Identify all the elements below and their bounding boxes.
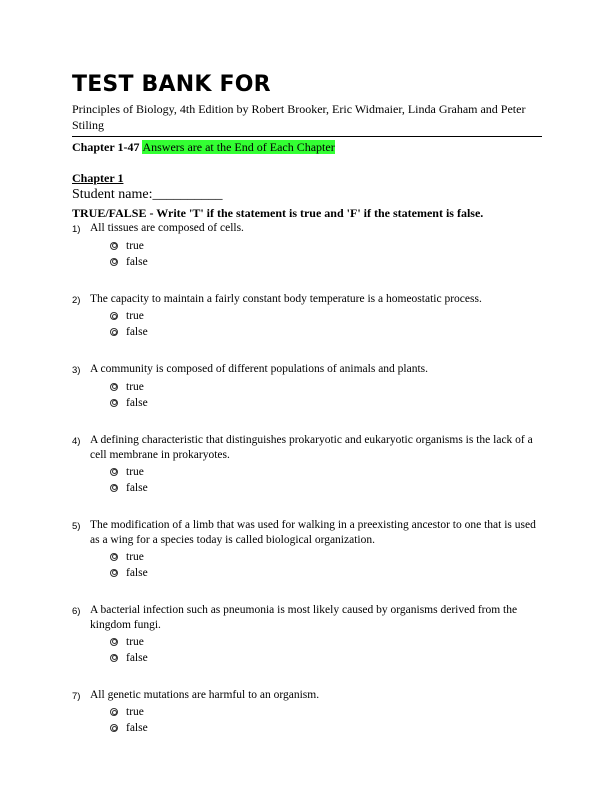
radio-button-icon[interactable] [110,638,118,646]
question-row [72,518,542,549]
answer-option-label: false [126,651,148,664]
answer-option-label: true [126,550,144,563]
answer-option-label: true [126,635,144,648]
question-number: 6) [72,605,81,617]
answer-option-label: false [126,566,148,579]
question-spacer [72,496,542,518]
radio-button-icon[interactable] [110,654,118,662]
answer-option-label: false [126,481,148,494]
question-number: 2) [72,294,81,306]
chapter-range: Chapter 1-47 [72,140,140,154]
question-spacer [72,666,542,688]
answer-option-label: true [126,239,144,252]
answer-option-label: true [126,706,144,718]
radio-button-icon[interactable] [110,258,118,266]
question-text: The capacity to maintain a fairly constant body temperature is a homeostatic process. [90,292,482,305]
radio-button-icon[interactable] [110,383,118,391]
answer-option-true[interactable] [110,238,542,254]
radio-button-icon[interactable] [110,312,118,320]
answer-option-false[interactable] [110,395,542,411]
radio-button-icon[interactable] [110,484,118,492]
document-page [72,72,542,736]
radio-button-icon[interactable] [110,399,118,407]
book-subtitle: Principles of Biology, 4th Edition by Robert Brooker, Eric Widmaier, Linda Graham and Peter Stiling [72,102,526,132]
answer-options [110,379,542,411]
question-row [72,433,542,464]
answer-option-label: false [126,722,148,734]
question-item [72,603,542,666]
answer-options [110,464,542,496]
question-item [72,433,542,496]
student-name-line: Student name:__________ [72,187,223,202]
answers-note-highlight: Answers are at the End of Each Chapter [142,140,335,154]
question-text: The modification of a limb that was used for walking in a preexisting ancestor to one that is used as a wing for a species today is called biological organization. [90,518,536,546]
question-item [72,518,542,581]
question-number: 5) [72,520,81,532]
question-item [72,362,542,411]
chapter-heading: Chapter 1 [72,171,124,185]
radio-button-icon[interactable] [110,468,118,476]
question-text: All genetic mutations are harmful to an organism. [90,688,320,701]
chapter-range-line [72,140,542,155]
answer-option-label: false [126,255,148,268]
question-spacer [72,340,542,362]
question-item [72,221,542,270]
question-number: 3) [72,365,81,376]
question-number: 4) [72,435,81,447]
answer-option-label: false [126,326,148,338]
question-spacer [72,411,542,433]
answer-options [110,704,542,736]
radio-button-icon[interactable] [110,724,118,732]
question-item [72,688,542,737]
answer-option-label: true [126,380,144,393]
radio-button-icon[interactable] [110,328,118,336]
page-title: TEST BANK FOR [72,72,271,97]
answer-option-true[interactable] [110,379,542,395]
answer-option-label: true [126,310,144,322]
answer-option-false[interactable] [110,324,542,340]
answer-options [110,238,542,270]
answer-option-true[interactable] [110,464,542,480]
radio-button-icon[interactable] [110,242,118,250]
answer-option-false[interactable] [110,480,542,496]
answer-options [110,549,542,581]
divider [72,136,542,137]
answer-option-label: false [126,396,148,409]
question-list [72,221,542,736]
answer-option-false[interactable] [110,565,542,581]
answer-options [110,634,542,666]
question-row [72,688,542,705]
answer-option-false[interactable] [110,650,542,666]
answer-options [110,308,542,340]
question-text: A community is composed of different populations of animals and plants. [90,363,429,375]
radio-button-icon[interactable] [110,708,118,716]
instructions: TRUE/FALSE - Write 'T' if the statement is true and 'F' if the statement is false. [72,206,484,220]
answer-option-label: true [126,465,144,478]
question-text: A defining characteristic that distinguishes prokaryotic and eukaryotic organisms is the lack of a cell membrane in prokaryotes. [90,433,533,461]
question-spacer [72,581,542,603]
question-spacer [72,270,542,292]
question-text: A bacterial infection such as pneumonia is most likely caused by organisms derived from the kingdom fungi. [90,603,518,631]
answer-option-false[interactable] [110,720,542,736]
question-number: 7) [72,690,81,702]
radio-button-icon[interactable] [110,553,118,561]
answer-option-true[interactable] [110,308,542,324]
answer-option-true[interactable] [110,634,542,650]
radio-button-icon[interactable] [110,569,118,577]
question-number: 1) [72,224,81,235]
question-row [72,292,542,309]
question-text: All tissues are composed of cells. [90,222,244,234]
question-item [72,292,542,341]
question-row [72,221,542,238]
answer-option-true[interactable] [110,549,542,565]
question-row [72,362,542,379]
answer-option-true[interactable] [110,704,542,720]
question-row [72,603,542,634]
answer-option-false[interactable] [110,254,542,270]
